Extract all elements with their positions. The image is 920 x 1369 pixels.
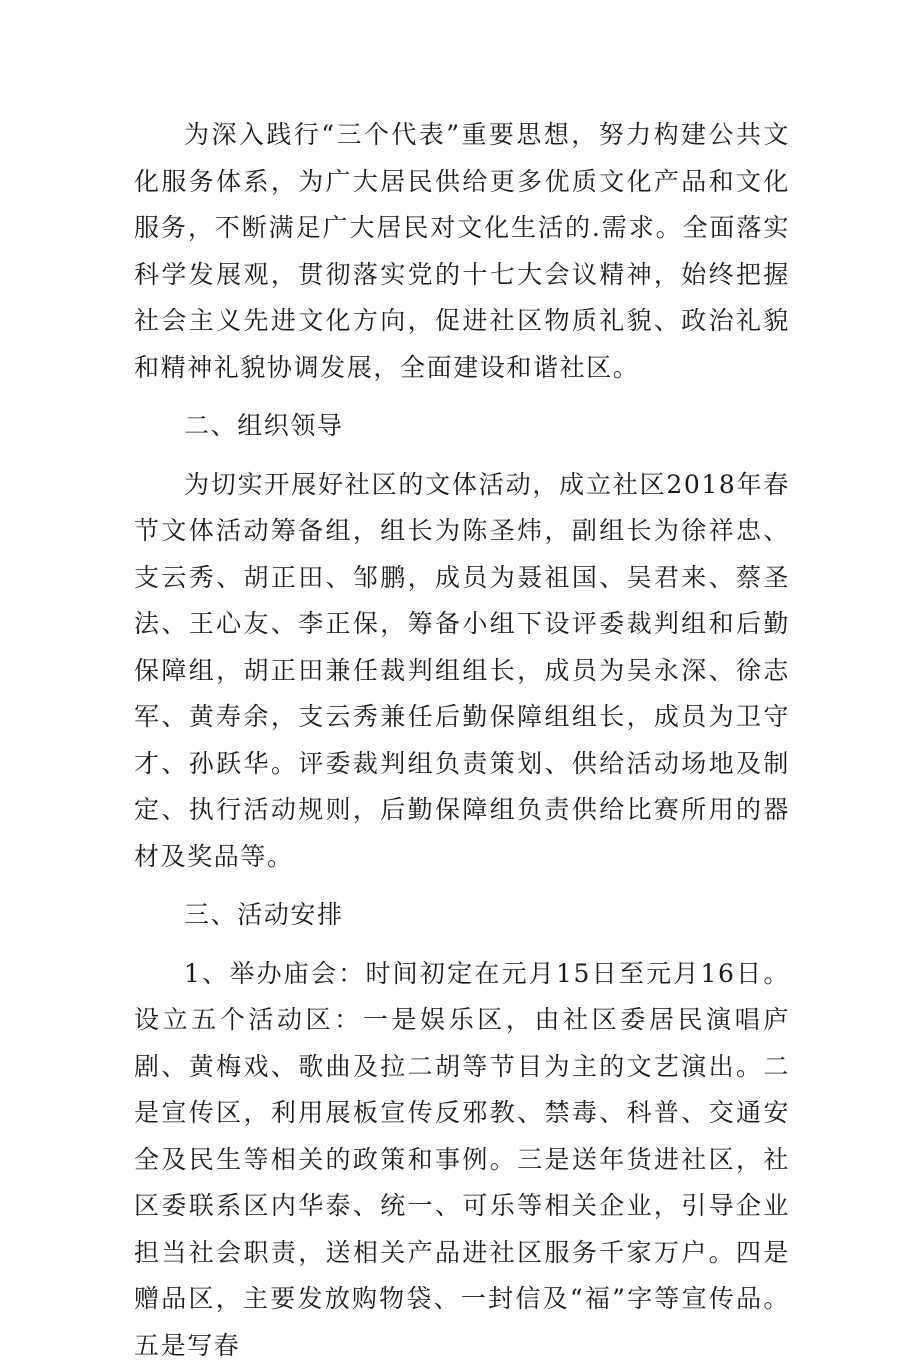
document-body — [134, 112, 790, 1369]
activities-paragraph: 1、举办庙会：时间初定在元月15日至元月16日。设立五个活动区：一是娱乐区，由社区委居民演唱庐剧、黄梅戏、歌曲及拉二胡等节目为主的文艺演出。二是宣传区，利用展板宣传反邪教、禁毒、科普、交通安全及民生等相关的政策和事例。三是送年货进社区，社区委联系区内华泰、统一、可乐等相关企业，引导企业担当社会职责，送相关产品进社区服务千家万户。四是赠品区，主要发放购物袋、一封信及“福”字等宣传品。五是写春 — [134, 951, 790, 1369]
organization-paragraph: 为切实开展好社区的文体活动，成立社区2018年春节文体活动筹备组，组长为陈圣炜，副组长为徐祥忠、支云秀、胡正田、邹鹏，成员为聂祖国、吴君来、蔡圣法、王心友、李正保，筹备小组下设评委裁判组和后勤保障组，胡正田兼任裁判组组长，成员为吴永深、徐志军、黄寿余，支云秀兼任后勤保障组组长，成员为卫守才、孙跃华。评委裁判组负责策划、供给活动场地及制定、执行活动规则，后勤保障组负责供给比赛所用的器材及奖品等。 — [134, 462, 790, 881]
section-heading-organization: 二、组织领导 — [134, 403, 790, 450]
section-heading-activities: 三、活动安排 — [134, 892, 790, 939]
intro-paragraph: 为深入践行“三个代表”重要思想，努力构建公共文化服务体系，为广大居民供给更多优质文化产品和文化服务，不断满足广大居民对文化生活的.需求。全面落实科学发展观，贯彻落实党的十七大会议精神，始终把握社会主义先进文化方向，促进社区物质礼貌、政治礼貌和精神礼貌协调发展，全面建设和谐社区。 — [134, 112, 790, 391]
